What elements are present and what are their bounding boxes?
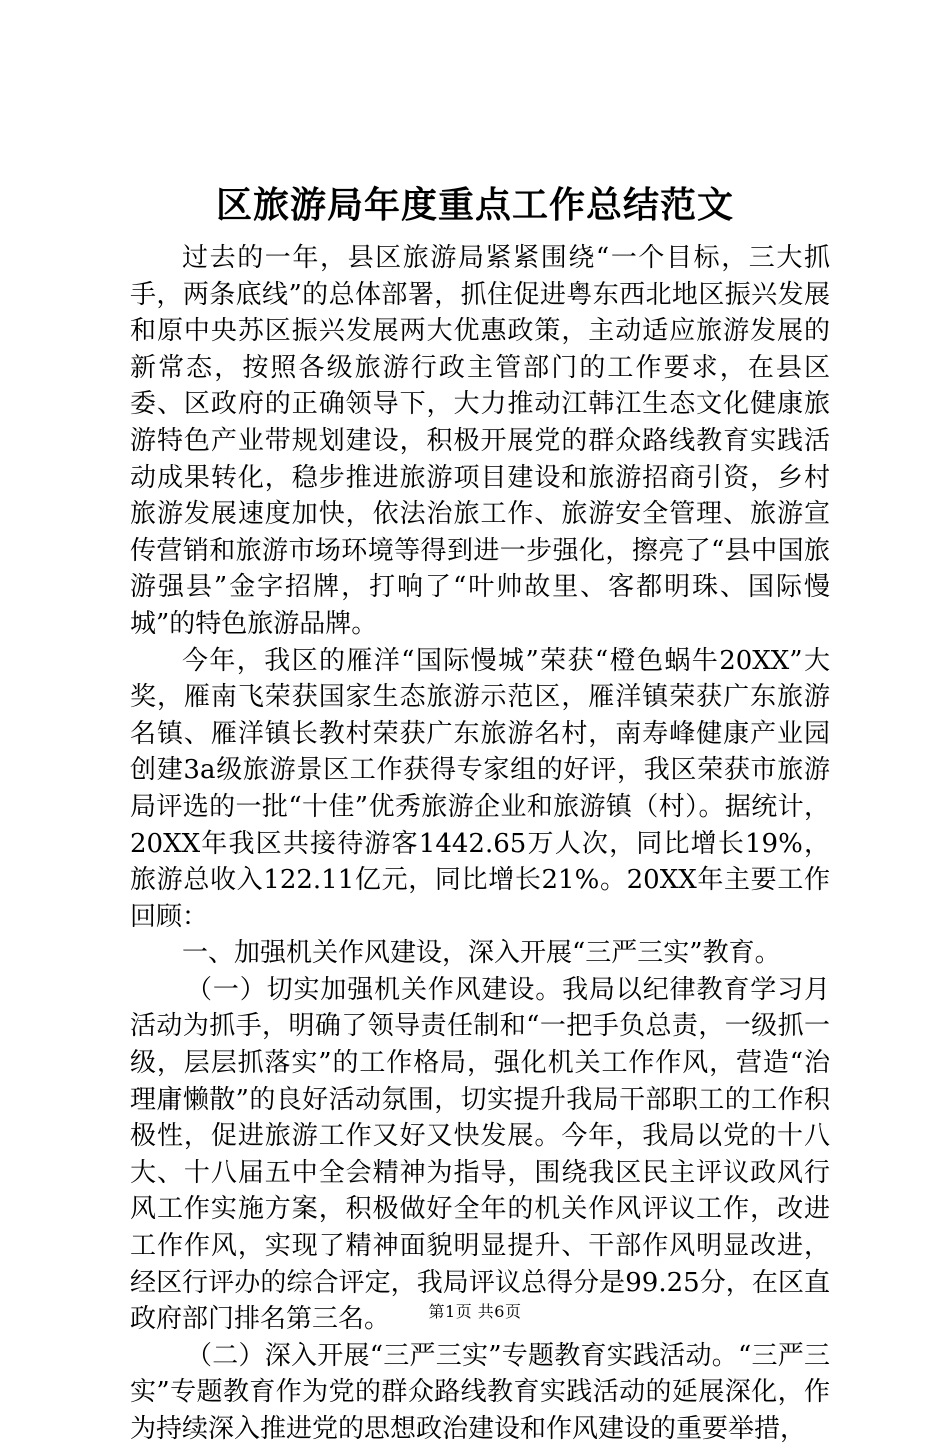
paragraph-section-1-1: （一）切实加强机关作风建设。我局以纪律教育学习月活动为抓手，明确了领导责任制和“一把手负总责，一级抓一级，层层抓落实”的工作格局，强化机关工作作风，营造“治理庸懒散”的良好活动氛围，切实提升我局干部职工的工作积极性，促进旅游工作又好又快发展。今年，我局以党的十八大、十八届五中全会精神为指导，围绕我区民主评议政风行风工作实施方案，积极做好全年的机关作风评议工作，改进工作作风，实现了精神面貌明显提升、干部作风明显改进，经区行评办的综合评定，我局评议总得分是99.25分，在区直政府部门排名第三名。 <box>130 974 830 1335</box>
paragraph-section-1-2: （二）深入开展“三严三实”专题教育实践活动。“三严三实”专题教育作为党的群众路线教育实践活动的延展深化，作为持续深入推进党的思想政治建设和作风建设的重要举措， <box>130 1340 830 1444</box>
section-heading-1: 一、加强机关作风建设，深入开展“三严三实”教育。 <box>182 938 781 969</box>
page-number: 第1页 共6页 <box>428 1302 522 1321</box>
document-title: 区旅游局年度重点工作总结范文 <box>215 184 734 226</box>
paragraph-achievements: 今年，我区的雁洋“国际慢城”荣获“橙色蜗牛20XX”大奖，雁南飞荣获国家生态旅游示范区，雁洋镇荣获广东旅游名镇、雁洋镇长教村荣获广东旅游名村，南寿峰健康产业园创建3a级旅游景区工作获得专家组的好评，我区荣获市旅游局评选的一批“十佳”优秀旅游企业和旅游镇（村）。据统计，20XX年我区共接待游客1442.65万人次，同比增长19%，旅游总收入122.11亿元，同比增长21%。20XX年主要工作回顾： <box>130 645 830 932</box>
document-body <box>130 240 830 1448</box>
paragraph-intro: 过去的一年，县区旅游局紧紧围绕“一个目标，三大抓手，两条底线”的总体部署，抓住促进粤东西北地区振兴发展和原中央苏区振兴发展两大优惠政策，主动适应旅游发展的新常态，按照各级旅游行政主管部门的工作要求，在县区委、区政府的正确领导下，大力推动江韩江生态文化健康旅游特色产业带规划建设，积极开展党的群众路线教育实践活动成果转化，稳步推进旅游项目建设和旅游招商引资，乡村旅游发展速度加快，依法治旅工作、旅游安全管理、旅游宣传营销和旅游市场环境等得到进一步强化，擦亮了“县中国旅游强县”金字招牌，打响了“叶帅故里、客都明珠、国际慢城”的特色旅游品牌。 <box>130 243 830 639</box>
